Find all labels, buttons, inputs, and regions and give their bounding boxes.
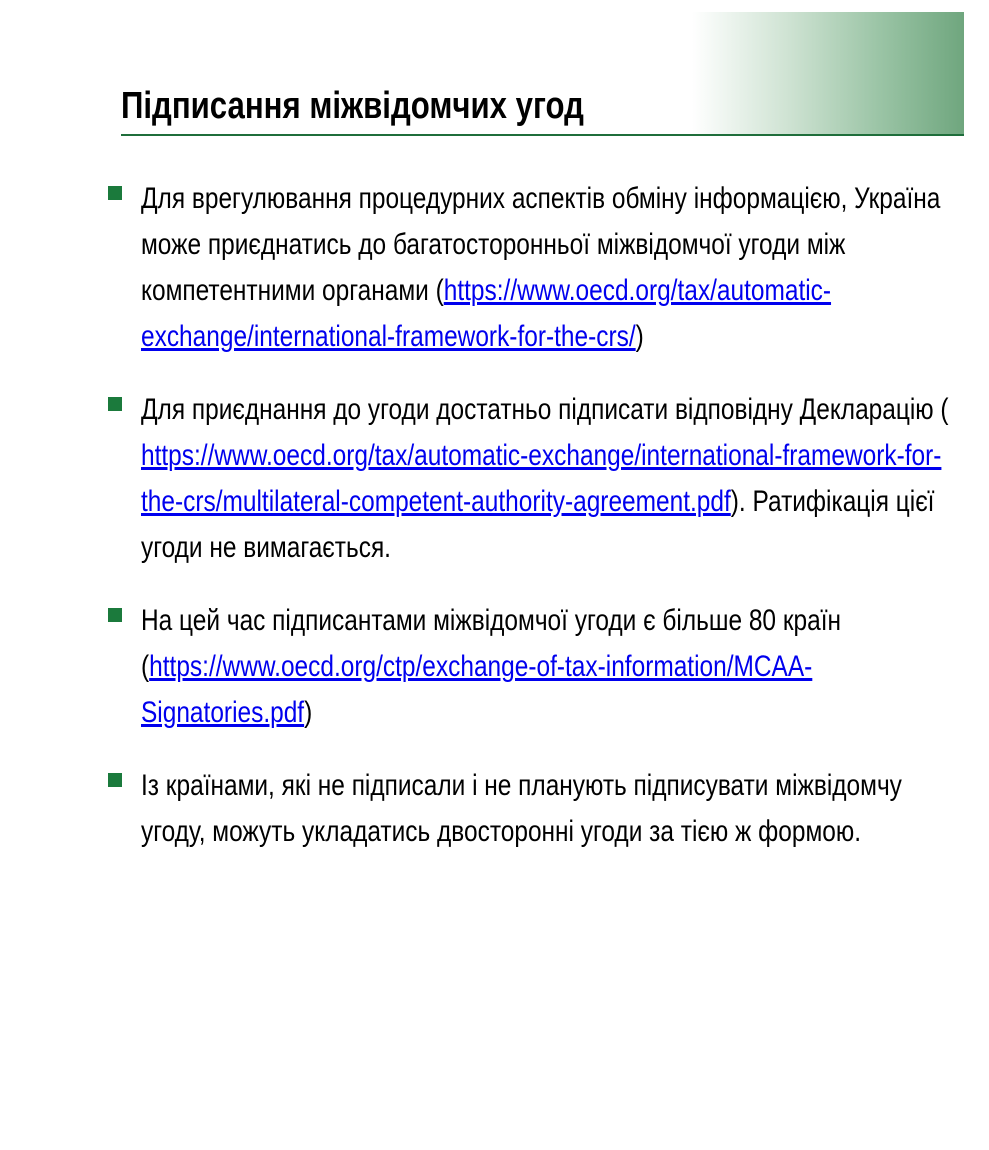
mcaa-signatories-link-part-2[interactable]: Signatories.pdf bbox=[141, 696, 305, 729]
square-bullet-icon bbox=[108, 397, 122, 411]
bullet-1-line-4 bbox=[141, 314, 956, 360]
bullet-item-1 bbox=[108, 176, 968, 360]
bullet-1-line-2: може приєднатись до багатосторонньої міжвідомчої угоди між bbox=[141, 228, 846, 261]
bullet-2-line-1: Для приєднання до угоди достатньо підписати відповідну Декларацію ( bbox=[141, 393, 949, 426]
header-gradient-decoration bbox=[692, 12, 964, 134]
bullet-3-suffix: ) bbox=[304, 696, 313, 729]
bullet-4-line-2: угоду, можуть укладатись двосторонні угоди за тією ж формою. bbox=[141, 815, 861, 848]
bullet-1-line-1: Для врегулювання процедурних аспектів обміну інформацією, Україна bbox=[141, 182, 941, 215]
bullet-item-3 bbox=[108, 598, 968, 736]
bullet-3-line-3 bbox=[141, 690, 956, 736]
bullet-item-2 bbox=[108, 387, 968, 571]
mcaa-pdf-link-part-2[interactable]: the-crs/multilateral-competent-authority-agreement.pdf bbox=[141, 485, 731, 518]
bullet-2-line-3 bbox=[141, 479, 956, 525]
bullet-text-3 bbox=[141, 598, 956, 736]
square-bullet-icon bbox=[108, 608, 122, 622]
bullet-4-line-1: Із країнами, які не підписали і не планують підписувати міжвідомчу bbox=[141, 769, 902, 802]
bullet-1-line-3-text: компетентними органами ( bbox=[141, 274, 444, 307]
bullet-item-4 bbox=[108, 763, 968, 855]
bullet-1-suffix: ) bbox=[635, 320, 644, 353]
bullet-3-line-1: На цей час підписантами міжвідомчої угоди є більше 80 країн bbox=[141, 604, 842, 637]
title-underline bbox=[121, 134, 964, 136]
bullet-2-suffix: ). Ратифікація цієї bbox=[730, 485, 935, 518]
crs-framework-link-part-1[interactable]: https://www.oecd.org/tax/automatic- bbox=[443, 274, 832, 307]
bullet-text-2 bbox=[141, 387, 956, 571]
bullet-text-1 bbox=[141, 176, 956, 360]
bullet-2-line-2 bbox=[141, 433, 956, 479]
mcaa-signatories-link-part-1[interactable]: https://www.oecd.org/ctp/exchange-of-tax-information/MCAA- bbox=[149, 650, 813, 683]
mcaa-pdf-link-part-1[interactable]: https://www.oecd.org/tax/automatic-exchange/international-framework-for- bbox=[141, 439, 942, 472]
square-bullet-icon bbox=[108, 773, 122, 787]
square-bullet-icon bbox=[108, 186, 122, 200]
bullet-1-line-3 bbox=[141, 268, 956, 314]
slide-title: Підписання міжвідомчих угод bbox=[121, 85, 584, 127]
bullet-list bbox=[108, 176, 968, 882]
bullet-text-4 bbox=[141, 763, 956, 855]
bullet-3-line-2 bbox=[141, 644, 956, 690]
crs-framework-link-part-2[interactable]: exchange/international-framework-for-the-crs/ bbox=[141, 320, 636, 353]
bullet-2-line-4: угоди не вимагається. bbox=[141, 531, 391, 564]
bullet-3-prefix: ( bbox=[141, 650, 150, 683]
